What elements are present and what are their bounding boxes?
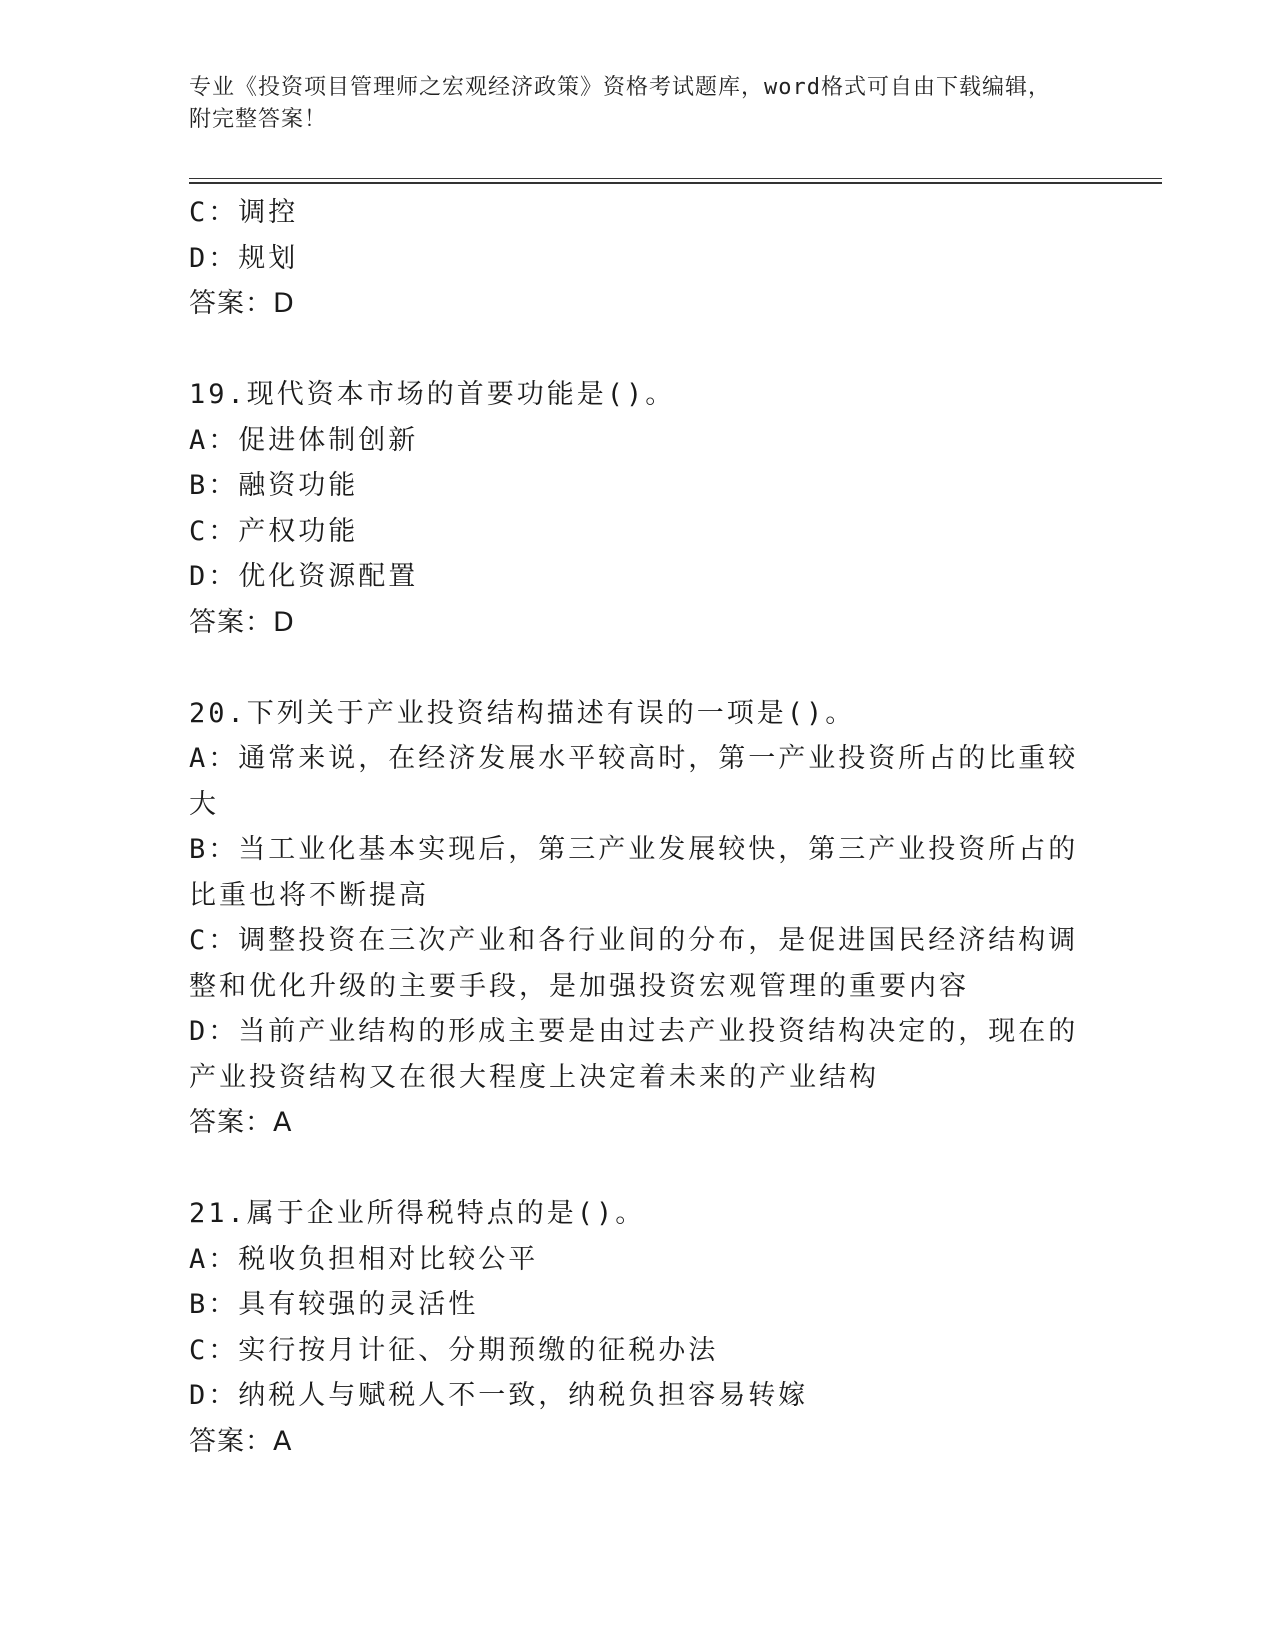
option-c: C：实行按月计征、分期预缴的征税办法: [189, 1334, 719, 1366]
option-c: C：调整投资在三次产业和各行业间的分布，是促进国民经济结构调整和优化升级的主要手段，是加强投资宏观管理的重要内容: [189, 925, 1079, 1002]
answer-line: 答案：A: [189, 1107, 293, 1138]
option-d: D：当前产业结构的形成主要是由过去产业投资结构决定的，现在的产业投资结构又在很大程度上决定着未来的产业结构: [189, 1016, 1079, 1093]
option-a: A：税收负担相对比较公平: [189, 1243, 539, 1275]
spacer: [189, 645, 1089, 691]
option-c: C：调控: [189, 197, 299, 228]
spacer: [189, 327, 1089, 373]
question-19: [189, 372, 1089, 645]
carryover-question: [189, 190, 1089, 327]
option-a: A：促进体制创新: [189, 424, 419, 456]
answer-line: 答案：A: [189, 1425, 293, 1457]
question-stem: 21.属于企业所得税特点的是()。: [189, 1198, 646, 1229]
question-stem: 19.现代资本市场的首要功能是()。: [189, 379, 676, 410]
spacer: [189, 1146, 1089, 1192]
option-d: D：规划: [189, 242, 299, 274]
option-b: B：当工业化基本实现后，第三产业发展较快，第三产业投资所占的比重也将不断提高: [189, 834, 1079, 911]
option-d: D：优化资源配置: [189, 561, 419, 592]
question-21: [189, 1191, 1089, 1464]
header-rule-thick: [189, 182, 1162, 184]
question-20: [189, 691, 1089, 1146]
header-rule-thin: [189, 178, 1162, 179]
question-stem: 20.下列关于产业投资结构描述有误的一项是()。: [189, 697, 856, 729]
option-b: B：具有较强的灵活性: [189, 1289, 479, 1320]
option-a: A：通常来说，在经济发展水平较高时，第一产业投资所占的比重较大: [189, 743, 1079, 820]
option-c: C：产权功能: [189, 515, 359, 547]
exam-content: [189, 190, 1089, 1464]
answer-line: 答案：D: [189, 288, 295, 319]
answer-line: 答案：D: [189, 606, 295, 638]
option-d: D：纳税人与赋税人不一致，纳税负担容易转嫁: [189, 1380, 809, 1411]
option-b: B：融资功能: [189, 470, 359, 501]
document-header: 专业《投资项目管理师之宏观经济政策》资格考试题库，word格式可自由下载编辑，附完整答案！: [189, 75, 1051, 132]
